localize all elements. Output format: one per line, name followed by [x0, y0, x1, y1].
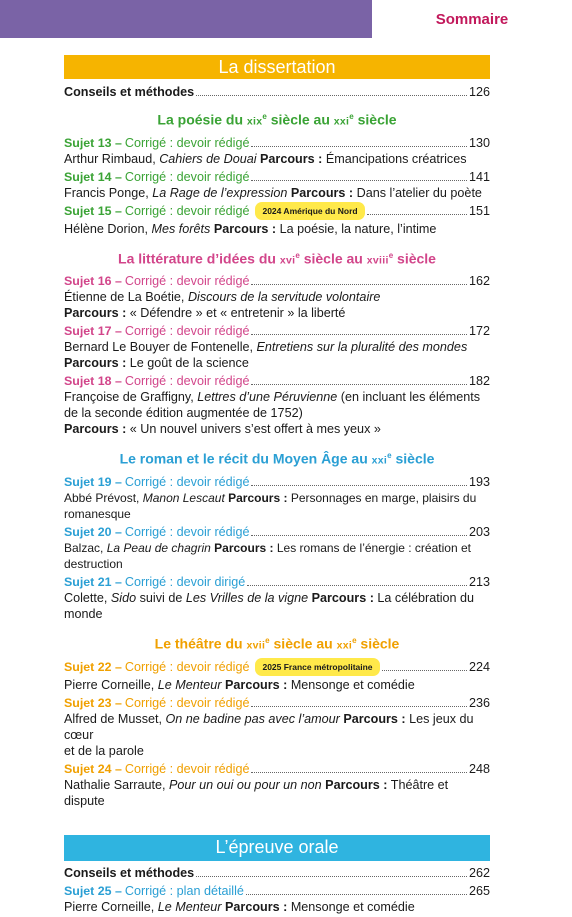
top-bar	[0, 0, 572, 38]
conseils-methodes-row[interactable]	[64, 84, 490, 100]
page-number: 213	[468, 574, 490, 589]
toc-entry-sujet-20[interactable]: Sujet 20 – Corrigé : devoir rédigé 203 Balzac, La Peau de chagrin Parcours : Les romans de l’énergie : création et destruction	[64, 524, 490, 571]
toc-entry-sujet-17[interactable]: Sujet 17 – Corrigé : devoir rédigé 172 Bernard Le Bouyer de Fontenelle, Entretiens sur la pluralité des mondes Parcours : Le goût de la science	[64, 324, 490, 371]
toc-entry-sujet-22[interactable]: Sujet 22 – Corrigé : devoir rédigé 2025 France métropolitaine 224 Pierre Corneille, Le Menteur Parcours : Mensonge et comédie	[64, 659, 490, 692]
leader-dots	[251, 763, 467, 773]
leader-dots	[251, 171, 467, 181]
leader-dots	[246, 885, 467, 895]
section-title-roman-recit: Le roman et le récit du Moyen Âge au xxi$^e$ siècle	[119, 450, 435, 467]
toc-entry-sujet-14[interactable]: Sujet 14 – Corrigé : devoir rédigé 141 Francis Ponge, La Rage de l’expression Parcours : Dans l’atelier du poète	[64, 169, 490, 200]
page-number: 151	[468, 203, 490, 218]
leader-dots	[251, 275, 467, 285]
conseils-label: Conseils et méthodes	[64, 865, 195, 880]
conseils-methodes-orale-row[interactable]	[64, 865, 490, 881]
leader-dots	[196, 86, 467, 96]
page-number: 262	[468, 865, 490, 880]
sommaire-label: Sommaire	[435, 10, 509, 28]
leader-dots	[247, 576, 467, 586]
dissertation-banner: La dissertation	[64, 55, 490, 79]
toc-entry-sujet-16[interactable]: Sujet 16 – Corrigé : devoir rédigé 162 Étienne de La Boétie, Discours de la servitude volontaire Parcours : « Défendre » et « entretenir » la liberté	[64, 274, 490, 321]
leader-dots	[196, 867, 467, 877]
leader-dots	[367, 205, 467, 215]
leader-dots	[251, 325, 467, 335]
toc-entry-sujet-24[interactable]: Sujet 24 – Corrigé : devoir rédigé 248 Nathalie Sarraute, Pour un oui ou pour un non Parcours : Théâtre et dispute	[64, 761, 490, 808]
page-number: 224	[468, 659, 490, 674]
exam-badge: 2025 France métropolitaine	[255, 658, 379, 676]
toc-entry-sujet-13[interactable]: Sujet 13 – Corrigé : devoir rédigé 130 Arthur Rimbaud, Cahiers de Douai Parcours : Émancipations créatrices	[64, 135, 490, 166]
page-number: 130	[468, 135, 490, 150]
leader-dots	[251, 476, 467, 486]
section-title-poesie: La poésie du xix$^e$ siècle au xxi$^e$ siècle	[157, 111, 397, 128]
page-number: 172	[468, 324, 490, 339]
toc-entry-sujet-19[interactable]: Sujet 19 – Corrigé : devoir rédigé 193 Abbé Prévost, Manon Lescaut Parcours : Personnages en marge, plaisirs du romanesque	[64, 474, 490, 521]
toc-entry-sujet-18[interactable]: Sujet 18 – Corrigé : devoir rédigé 182 Françoise de Graffigny, Lettres d’une Péruvienne (en incluant les éléments de la seconde édition augmentée de 1752) Parcours : « Un nouvel univers s’est offert à mes yeux »	[64, 374, 490, 437]
table-of-contents	[64, 55, 490, 917]
leader-dots	[251, 137, 467, 147]
page-number: 126	[468, 85, 490, 99]
section-title-litterature-idees: La littérature d’idées du xvi$^e$ siècle au xviii$^e$ siècle	[118, 250, 436, 267]
section-title-theatre: Le théâtre du xvii$^e$ siècle au xxi$^e$ siècle	[154, 635, 400, 652]
leader-dots	[251, 375, 467, 385]
page-number: 265	[468, 883, 490, 898]
leader-dots	[251, 526, 467, 536]
page-number: 182	[468, 374, 490, 389]
toc-entry-sujet-23[interactable]: Sujet 23 – Corrigé : devoir rédigé 236 Alfred de Musset, On ne badine pas avec l’amour Parcours : Les jeux du cœur et de la parole	[64, 695, 490, 758]
conseils-label: Conseils et méthodes	[64, 85, 195, 99]
page-number: 236	[468, 695, 490, 710]
toc-entry-sujet-21[interactable]: Sujet 21 – Corrigé : devoir dirigé 213 Colette, Sido suivi de Les Vrilles de la vigne Parcours : La célébration du monde	[64, 574, 490, 621]
page-number: 193	[468, 474, 490, 489]
page-number: 162	[468, 274, 490, 289]
page-number: 248	[468, 761, 490, 776]
leader-dots	[251, 697, 467, 707]
exam-badge: 2024 Amérique du Nord	[255, 202, 364, 220]
toc-entry-sujet-15[interactable]: Sujet 15 – Corrigé : devoir rédigé 2024 Amérique du Nord 151 Hélène Dorion, Mes forêts Parcours : La poésie, la nature, l’intime	[64, 203, 490, 236]
page-number: 141	[468, 169, 490, 184]
orale-banner: L’épreuve orale	[64, 835, 490, 861]
page-number: 203	[468, 524, 490, 539]
toc-entry-sujet-25[interactable]: Sujet 25 – Corrigé : plan détaillé 265 Pierre Corneille, Le Menteur Parcours : Mensonge et comédie	[64, 883, 490, 914]
leader-dots	[382, 661, 467, 671]
sommaire-tab[interactable]	[372, 0, 572, 38]
